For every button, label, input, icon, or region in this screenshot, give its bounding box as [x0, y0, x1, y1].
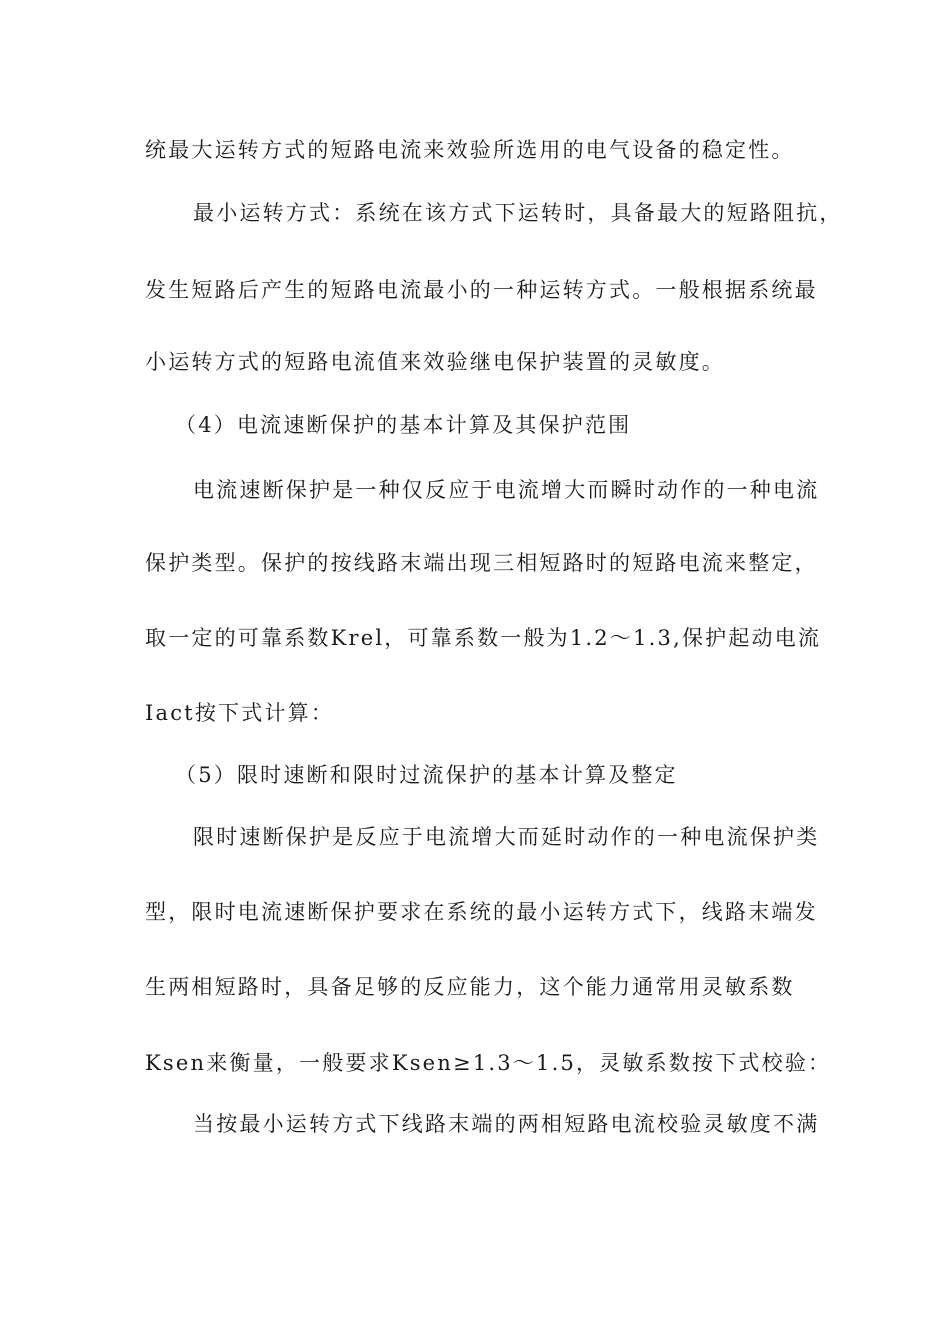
text-line-2: 最小运转方式：系统在该方式下运转时，具备最大的短路阻抗， [193, 201, 843, 225]
text-line-8: 取一定的可靠系数Krel，可靠系数一般为1.2～1.3,保护起动电流 [145, 626, 822, 650]
text-line-6: 电流速断保护是一种仅反应于电流增大而瞬时动作的一种电流 [193, 478, 820, 502]
text-line-4: 小运转方式的短路电流值来效验继电保护装置的灵敏度。 [145, 350, 725, 374]
text-line-3: 发生短路后产生的短路电流最小的一种运转方式。一般根据系统最 [145, 278, 818, 302]
text-line-14: Ksen来衡量，一般要求Ksen≥1.3～1.5，灵敏系数按下式校验： [145, 1051, 832, 1075]
text-line-13: 生两相短路时，具备足够的反应能力，这个能力通常用灵敏系数 [145, 975, 795, 999]
text-line-7: 保护类型。保护的按线路末端出现三相短路时的短路电流来整定， [145, 551, 818, 575]
text-line-11: 限时速断保护是反应于电流增大而延时动作的一种电流保护类 [193, 825, 820, 849]
text-line-9: Iact按下式计算： [145, 701, 335, 725]
text-line-1: 统最大运转方式的短路电流来效验所选用的电气设备的稳定性。 [145, 138, 795, 162]
text-line-12: 型，限时电流速断保护要求在系统的最小运转方式下，线路末端发 [145, 900, 818, 924]
text-line-15: 当按最小运转方式下线路末端的两相短路电流校验灵敏度不满 [193, 1112, 820, 1136]
section-heading-5: （5）限时速断和限时过流保护的基本计算及整定 [175, 763, 678, 787]
section-heading-4: （4）电流速断保护的基本计算及其保护范围 [175, 413, 632, 437]
